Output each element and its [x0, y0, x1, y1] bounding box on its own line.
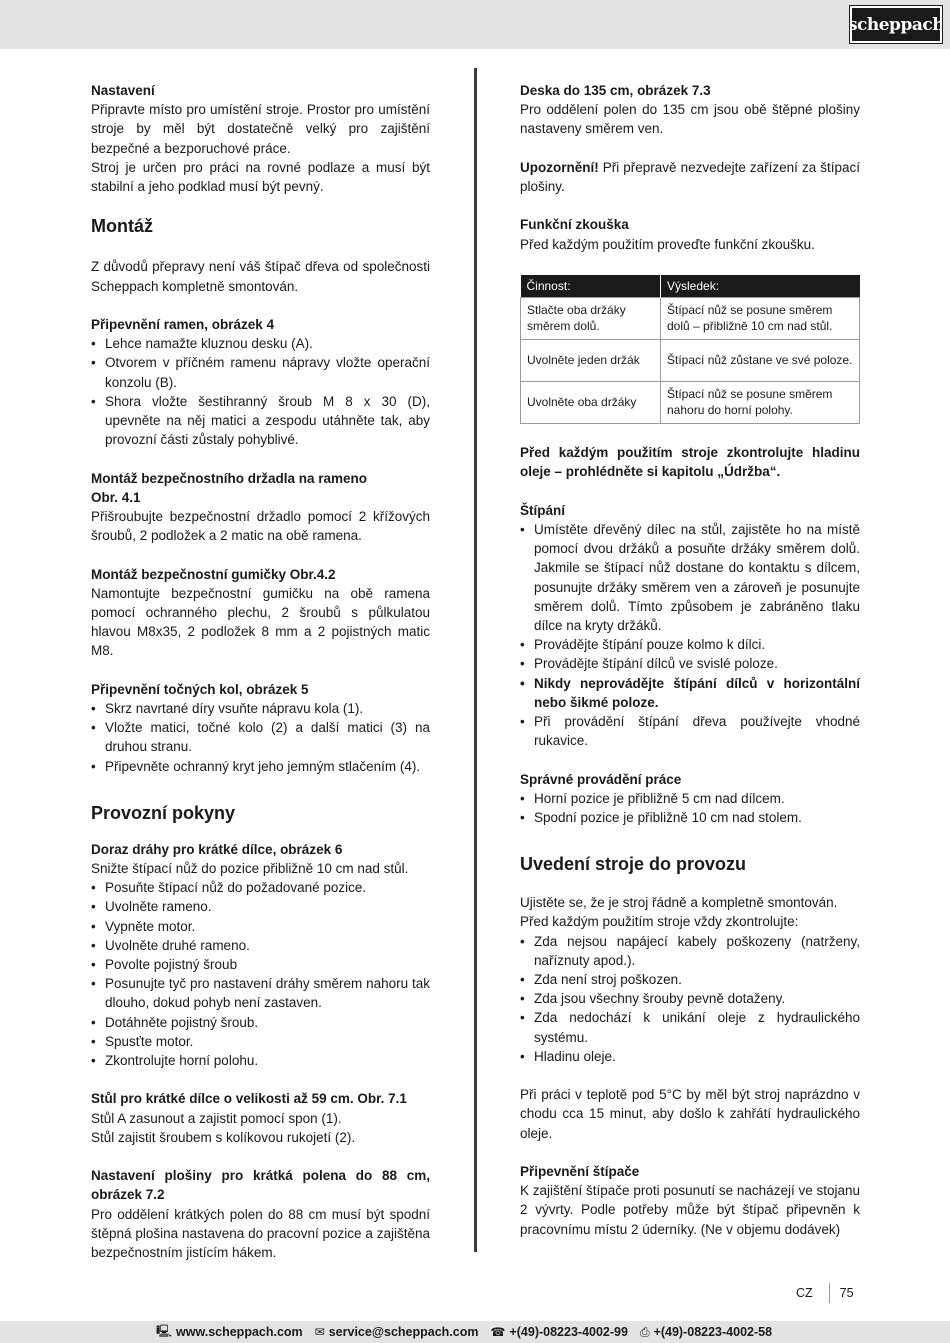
section-heading-deska: Deska do 135 cm, obrázek 7.3 [520, 83, 711, 98]
page-number-divider [829, 1283, 830, 1303]
paragraph: Před každým použitím proveďte funkční zkoušku. [520, 236, 815, 252]
paragraph: Před každým použitím stroje vždy zkontrolujte: [520, 914, 799, 930]
table-row [521, 381, 860, 423]
list-item: • Dotáhněte pojistný šroub. [91, 1013, 430, 1032]
section-heading-plosina: Nastavení plošiny pro krátká polena do 88 cm, obrázek 7.2 [91, 1168, 430, 1203]
scheppach-logo: scheppach [850, 6, 942, 43]
section-heading-stul: Stůl pro krátké dílce o velikosti až 59 cm. Obr. 7.1 [91, 1091, 407, 1107]
paragraph: Ujistěte se, že je stroj řádně a kompletně smontován. [520, 895, 838, 911]
paragraph: Pro oddělení krátkých polen do 88 cm musí být spodní štěpná plošina nastavena do pracovní pozice a zajištěna bezpečnostním jistícím hákem. [91, 1206, 430, 1261]
paragraph: Stroj je určen pro práci na rovné podlaze a musí být stabilní a jeho podklad musí být pevný. [91, 159, 430, 195]
bullet-list-uvedeni [520, 932, 860, 1066]
paragraph: Namontujte bezpečnostní gumičku na obě ramena pomocí ochranného plechu, 2 šroubů s půlkulatou hlavou M8x35, 2 podložek 8 mm a 2 pojistných matic M8. [91, 585, 430, 659]
left-column [91, 81, 430, 1262]
list-item: • Provádějte štípání dílců ve svislé poloze. [520, 654, 860, 673]
list-item: • Provádějte štípání pouze kolmo k dílci. [520, 635, 860, 654]
column-divider [474, 68, 477, 1252]
table-header-cell: Činnost: [521, 275, 661, 298]
table-cell: Štípací nůž se posune směrem dolů – přibližně 10 cm nad stůl. [661, 297, 860, 339]
bullet-list-kola [91, 699, 430, 776]
section-heading-drzadlo: Montáž bezpečnostního držadla na rameno [91, 470, 368, 486]
list-item: • Skrz navrtané díry vsuňte nápravu kola (1). [91, 699, 430, 718]
list-item: • Shora vložte šestihranný šroub M 8 x 30 (D), upevněte na něj matici a zespodu utáhněte tak, aby provozní části zůstaly pohyblivé. [91, 392, 430, 450]
footer-bar [0, 1321, 950, 1343]
computer-icon: 🖳 [156, 1323, 173, 1338]
section-heading-drzadlo-fig: Obr. 4.1 [91, 489, 141, 505]
paragraph: Z důvodů přepravy není váš štípač dřeva od společnosti Scheppach kompletně smontován. [91, 259, 430, 294]
footer-web [156, 1322, 303, 1343]
chapter-heading-uvedeni: Uvedení stroje do provozu [520, 854, 747, 875]
mail-icon: ✉ [314, 1325, 325, 1339]
list-item: • Připevněte ochranný kryt jeho jemným stlačením (4). [91, 757, 430, 776]
paragraph: Připravte místo pro umístění stroje. Prostor pro umístění stroje by měl být dostatečně velký pro zajištění bezpečné a bezporuchové práce. [91, 102, 430, 156]
list-item: • Hladinu oleje. [520, 1047, 860, 1066]
section-heading-spravne: Správné provádění práce [520, 771, 682, 787]
warning-paragraph [520, 158, 860, 196]
list-item: • Umístěte dřevěný dílec na stůl, zajistěte ho na místě pomocí dvou držáků a posuňte držáky směrem dolů. Jakmile se štípací nůž dostane do kontaktu s dílcem, posunujte držáky směrem ven a zároveň je posunujte směrem dolů. Tímto způsobem je zabráněno tlaku dílce na kryty držáků. [520, 520, 860, 635]
table-row [521, 297, 860, 339]
header-bar [0, 0, 950, 49]
list-item: • Vypněte motor. [91, 917, 430, 936]
warning-text: Při přepravě nezvedejte zařízení za štípací plošiny. [520, 159, 860, 194]
section-heading-ramen: Připevnění ramen, obrázek 4 [91, 317, 275, 332]
list-item: • Lehce namažte kluznou desku (A). [91, 334, 430, 353]
paragraph: K zajištění štípače proti posunutí se nacházejí ve stojanu 2 vývrty. Podle potřeby může být štípač připevněn k pracovnímu místu 2 úderníky. (Ne v objemu dodávek) [520, 1183, 860, 1237]
list-item: • Zda jsou všechny šrouby pevně dotaženy. [520, 989, 860, 1008]
warning-label: Upozornění! [520, 159, 599, 175]
bullet-list-stipani [520, 520, 860, 750]
list-item: • Otvorem v příčném ramenu nápravy vložte operační konzolu (B). [91, 353, 430, 391]
section-heading-stipani: Štípání [520, 502, 566, 518]
section-heading-nastaveni: Nastavení [91, 83, 155, 98]
footer-fax [640, 1325, 772, 1340]
table-header-row [521, 275, 860, 298]
paragraph: Pro oddělení polen do 135 cm jsou obě štěpné plošiny nastaveny směrem ven. [520, 102, 860, 137]
chapter-heading-provozni: Provozní pokyny [91, 802, 236, 823]
page-number-block [796, 1283, 854, 1303]
list-item: • Spusťte motor. [91, 1032, 430, 1051]
table-cell: Uvolněte oba držáky [521, 381, 661, 423]
section-heading-zkouska: Funkční zkouška [520, 217, 629, 233]
paragraph: Stůl zajistit šroubem s kolíkovou rukojetí (2). [91, 1129, 356, 1145]
oil-check-note: Před každým použitím stroje zkontrolujte hladinu oleje – prohlédněte si kapitolu „Údržba“. [520, 445, 860, 480]
bullet-list-doraz [91, 878, 430, 1070]
list-item: • Zda nedochází k unikání oleje z hydraulického systému. [520, 1008, 860, 1046]
list-item: • Horní pozice je přibližně 5 cm nad dílcem. [520, 789, 860, 808]
table-cell: Uvolněte jeden držák [521, 339, 661, 381]
paragraph: Stůl A zasunout a zajistit pomocí spon (1). [91, 1110, 342, 1126]
table-cell: Štípací nůž se posune směrem nahoru do horní polohy. [661, 381, 860, 423]
paragraph: Snižte štípací nůž do pozice přibližně 10 cm nad stůl. [91, 861, 409, 877]
table-row [521, 339, 860, 381]
list-item: • Nikdy neprovádějte štípání dílců v horizontální nebo šikmé poloze. [520, 674, 860, 712]
function-test-table [520, 275, 860, 424]
footer-phone [491, 1325, 628, 1339]
list-item: • Uvolněte rameno. [91, 897, 430, 916]
section-heading-kola: Připevnění točných kol, obrázek 5 [91, 681, 309, 697]
paragraph: Přišroubujte bezpečnostní držadlo pomocí 2 křížových šroubů, 2 podložek a 2 matic na obě ramena. [91, 509, 430, 544]
chapter-heading-montaz: Montáž [91, 216, 153, 237]
bullet-list-ramen [91, 334, 430, 449]
language-code: CZ [796, 1286, 813, 1300]
list-item: • Zda nejsou napájecí kabely poškozeny (natrženy, naříznuty apod.). [520, 932, 860, 970]
page-number: 75 [839, 1286, 854, 1300]
list-item: • Zkontrolujte horní polohu. [91, 1051, 430, 1070]
list-item: • Při provádění štípání dřeva používejte vhodné rukavice. [520, 712, 860, 750]
footer-phone-text: +(49)-08223-4002-99 [509, 1325, 628, 1339]
paragraph: Při práci v teplotě pod 5°C by měl být stroj naprázdno v chodu cca 15 minut, aby došlo k zahřátí hydraulického oleje. [520, 1087, 860, 1141]
footer-email-text: service@scheppach.com [328, 1325, 479, 1339]
footer-web-text: www.scheppach.com [176, 1325, 303, 1339]
footer-email [315, 1325, 479, 1339]
list-item: • Vložte matici, točné kolo (2) a další matici (3) na druhou stranu. [91, 718, 430, 756]
table-header-cell: Výsledek: [661, 275, 860, 298]
list-item: • Posunujte tyč pro nastavení dráhy směrem nahoru tak dlouho, dokud pohyb není zastaven. [91, 974, 430, 1012]
fax-icon: ⎙ [639, 1324, 650, 1339]
list-item: • Zda není stroj poškozen. [520, 970, 860, 989]
list-item: • Spodní pozice je přibližně 10 cm nad stolem. [520, 808, 860, 827]
bullet-list-spravne [520, 789, 860, 827]
footer-fax-text: +(49)-08223-4002-58 [653, 1325, 773, 1339]
list-item: • Posuňte štípací nůž do požadované pozice. [91, 878, 430, 897]
section-heading-pripevneni: Připevnění štípače [520, 1164, 640, 1180]
right-column [520, 81, 860, 1239]
section-heading-gumicka: Montáž bezpečnostní gumičky Obr.4.2 [91, 566, 336, 582]
table-cell: Štípací nůž zůstane ve své poloze. [661, 339, 860, 381]
list-item: • Povolte pojistný šroub [91, 955, 430, 974]
table-cell: Stlačte oba držáky směrem dolů. [521, 297, 661, 339]
phone-icon: ☎ [490, 1325, 506, 1339]
list-item: • Uvolněte druhé rameno. [91, 936, 430, 955]
section-heading-doraz: Doraz dráhy pro krátké dílce, obrázek 6 [91, 841, 343, 857]
